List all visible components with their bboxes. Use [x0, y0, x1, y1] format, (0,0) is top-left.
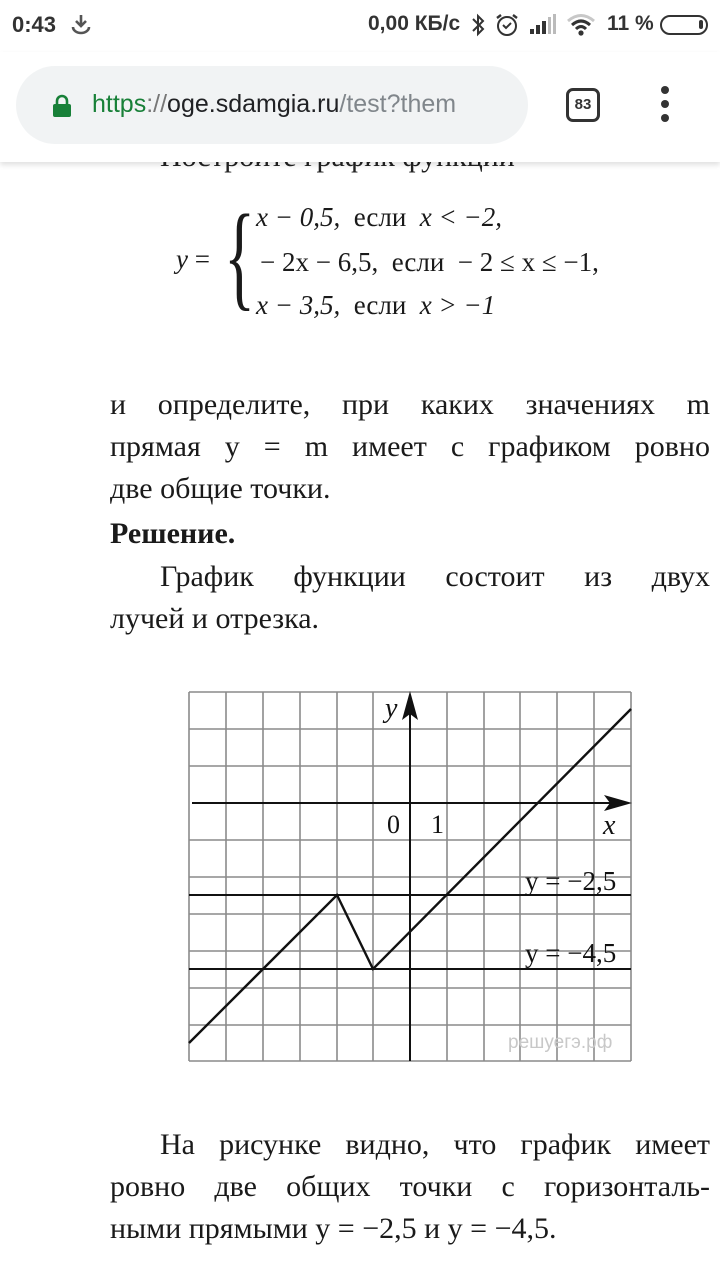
y-axis-label: y: [385, 693, 398, 724]
question-line-2: прямая y = m имеет с графиком ровно: [110, 430, 710, 463]
formula-expr-2: − 2x − 6,5,: [260, 247, 379, 277]
alarm-icon: [494, 12, 520, 38]
battery-icon: [660, 15, 708, 35]
task-question: [110, 384, 710, 510]
formula-cond-1: x < −2,: [419, 202, 502, 232]
address-bar[interactable]: [16, 66, 528, 144]
formula-row-2: [260, 247, 599, 278]
intro-line-1: График функции состоит из двух: [160, 560, 710, 593]
formula-cond-word-2: если: [391, 247, 445, 277]
annotation-y-minus-2-5: y = −2,5: [525, 866, 617, 896]
url-path: /test?them: [339, 90, 457, 118]
formula-lhs: y =: [176, 244, 210, 274]
formula-expr-1: x − 0,5,: [256, 202, 341, 232]
menu-dot-icon: [661, 114, 669, 122]
battery-percent: 11 %: [607, 12, 654, 35]
formula-cond-word-1: если: [353, 202, 407, 232]
download-icon: [70, 13, 92, 35]
conclusion-line-3: ными прямыми y = −2,5 и y = −4,5.: [110, 1212, 557, 1245]
formula-cond-word-3: если: [353, 290, 407, 320]
tab-switcher-button[interactable]: 83: [566, 88, 600, 122]
menu-dot-icon: [661, 86, 669, 94]
url-scheme: https: [92, 90, 147, 118]
formula-cond-3: x > −1: [419, 290, 496, 320]
url-text[interactable]: [92, 90, 512, 119]
network-speed: 0,00 КБ/с: [368, 12, 461, 35]
solution-intro: [110, 556, 710, 640]
bluetooth-icon: [470, 12, 486, 38]
url-separator: ://: [146, 90, 168, 118]
wifi-icon: [566, 12, 596, 38]
piecewise-formula: [176, 190, 656, 330]
conclusion-line-1: На рисунке видно, что график имеет: [160, 1128, 710, 1161]
status-time: 0:43: [12, 12, 57, 37]
conclusion-line-2: ровно две общих точки с горизонталь-: [110, 1170, 710, 1203]
url-host: oge.sdamgia.ru: [167, 90, 340, 118]
browser-toolbar: [0, 52, 720, 162]
watermark: решуегэ.рф: [508, 1032, 613, 1053]
lock-icon: [52, 94, 72, 118]
tick-label-0: 0: [387, 810, 400, 839]
menu-dot-icon: [661, 100, 669, 108]
signal-icon: [528, 12, 558, 36]
annotation-y-minus-4-5: y = −4,5: [525, 938, 617, 968]
formula-brace: {: [224, 190, 256, 321]
formula-expr-3: x − 3,5,: [256, 290, 341, 320]
formula-row-1: [256, 202, 502, 233]
intro-line-2: лучей и отрезка.: [110, 602, 320, 635]
x-axis-label: x: [603, 810, 616, 841]
solution-heading: Решение.: [110, 517, 236, 550]
function-graph: [186, 688, 634, 1064]
overflow-menu-button[interactable]: [650, 86, 680, 128]
solution-conclusion: [110, 1124, 710, 1250]
formula-row-3: [256, 290, 495, 321]
tick-label-1: 1: [431, 810, 444, 839]
formula-cond-2: − 2 ≤ x ≤ −1,: [457, 247, 599, 277]
question-line-3: две общие точки.: [110, 472, 331, 505]
status-bar: [0, 0, 720, 52]
question-line-1: и определите, при каких значениях m: [110, 388, 710, 421]
